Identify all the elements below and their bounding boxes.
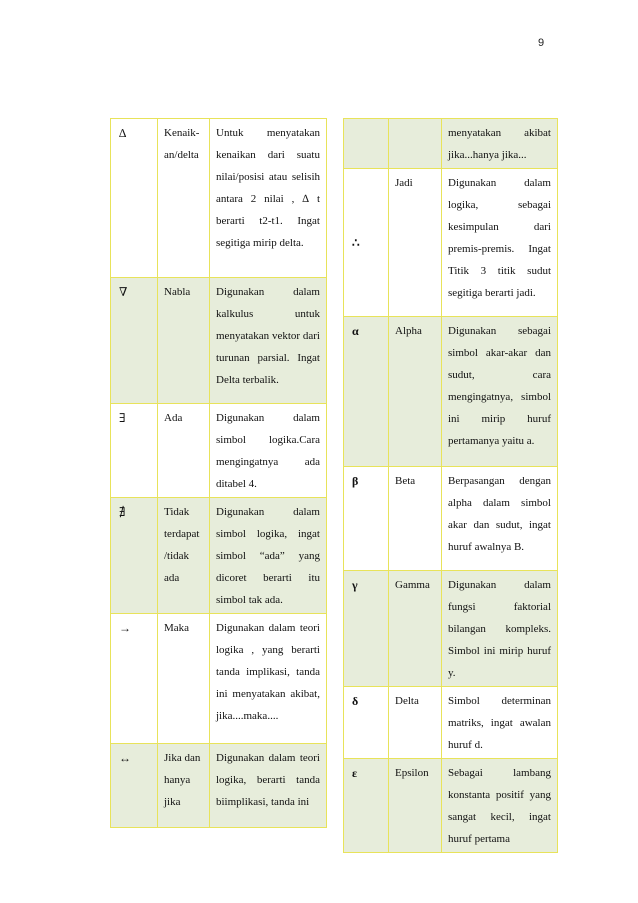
symbol-cell: α [344, 317, 389, 467]
name-cell: Maka [158, 614, 210, 744]
table-row [344, 759, 558, 853]
name-cell: Jadi [389, 169, 442, 317]
table-row [111, 744, 327, 828]
name-cell: Tidak terdapat /tidak ada [158, 498, 210, 614]
symbol-table-left [110, 118, 327, 828]
description-cell: Digunakan dalam simbol logika.Cara mengingatnya ada ditabel 4. [210, 404, 327, 498]
table-row [111, 404, 327, 498]
symbol-cell: ∃ [111, 404, 158, 498]
description-cell: Digunakan dalam teori logika, berarti tanda biimplikasi, tanda ini [210, 744, 327, 828]
symbol-cell: ε [344, 759, 389, 853]
symbol-cell: ∆ [111, 119, 158, 278]
symbol-cell: δ [344, 687, 389, 759]
table-row [111, 278, 327, 404]
table-row [344, 169, 558, 317]
table-row [111, 614, 327, 744]
description-cell: Sebagai lambang konstanta positif yang sangat kecil, ingat huruf pertama [442, 759, 558, 853]
description-cell: Digunakan dalam kalkulus untuk menyatakan vektor dari turunan parsial. Ingat Delta terbalik. [210, 278, 327, 404]
name-cell: Alpha [389, 317, 442, 467]
table-row [344, 687, 558, 759]
symbol-cell: → [111, 614, 158, 744]
description-cell: menyatakan akibat jika...hanya jika... [442, 119, 558, 169]
name-cell: Nabla [158, 278, 210, 404]
description-cell: Berpasangan dengan alpha dalam simbol akar dan sudut, ingat huruf awalnya B. [442, 467, 558, 571]
symbol-table-right [343, 118, 558, 853]
description-cell: Digunakan dalam logika, sebagai kesimpulan dari premis-premis. Ingat Titik 3 titik sudut segitiga berarti jadi. [442, 169, 558, 317]
name-cell: Beta [389, 467, 442, 571]
table-row [111, 498, 327, 614]
description-cell: Digunakan dalam teori logika , yang berarti tanda implikasi, tanda ini menyatakan akibat, jika....maka.... [210, 614, 327, 744]
symbol-cell: ∄ [111, 498, 158, 614]
table-row [344, 317, 558, 467]
name-cell [389, 119, 442, 169]
description-cell: Untuk menyatakan kenaikan dari suatu nilai/posisi atau selisih antara 2 nilai , ∆ t berarti t2-t1. Ingat segitiga mirip delta. [210, 119, 327, 278]
description-cell: Digunakan dalam simbol logika, ingat simbol “ada” yang dicoret berarti itu simbol tak ada. [210, 498, 327, 614]
symbol-cell [344, 119, 389, 169]
table-row [344, 119, 558, 169]
name-cell: Kenaik-an/delta [158, 119, 210, 278]
name-cell: Delta [389, 687, 442, 759]
description-cell: Digunakan dalam fungsi faktorial bilangan kompleks. Simbol ini mirip huruf y. [442, 571, 558, 687]
symbol-cell: ↔ [111, 744, 158, 828]
symbol-cell: β [344, 467, 389, 571]
symbol-cell: ∇ [111, 278, 158, 404]
name-cell: Gamma [389, 571, 442, 687]
table-row [344, 571, 558, 687]
table-row [111, 119, 327, 278]
name-cell: Ada [158, 404, 210, 498]
name-cell: Epsilon [389, 759, 442, 853]
description-cell: Simbol determinan matriks, ingat awalan huruf d. [442, 687, 558, 759]
description-cell: Digunakan sebagai simbol akar-akar dan sudut, cara mengingatnya, simbol ini mirip huruf pertamanya yaitu a. [442, 317, 558, 467]
symbol-cell: γ [344, 571, 389, 687]
page-number: 9 [538, 37, 545, 49]
name-cell: Jika dan hanya jika [158, 744, 210, 828]
table-row [344, 467, 558, 571]
symbol-cell: ∴ [344, 169, 389, 317]
